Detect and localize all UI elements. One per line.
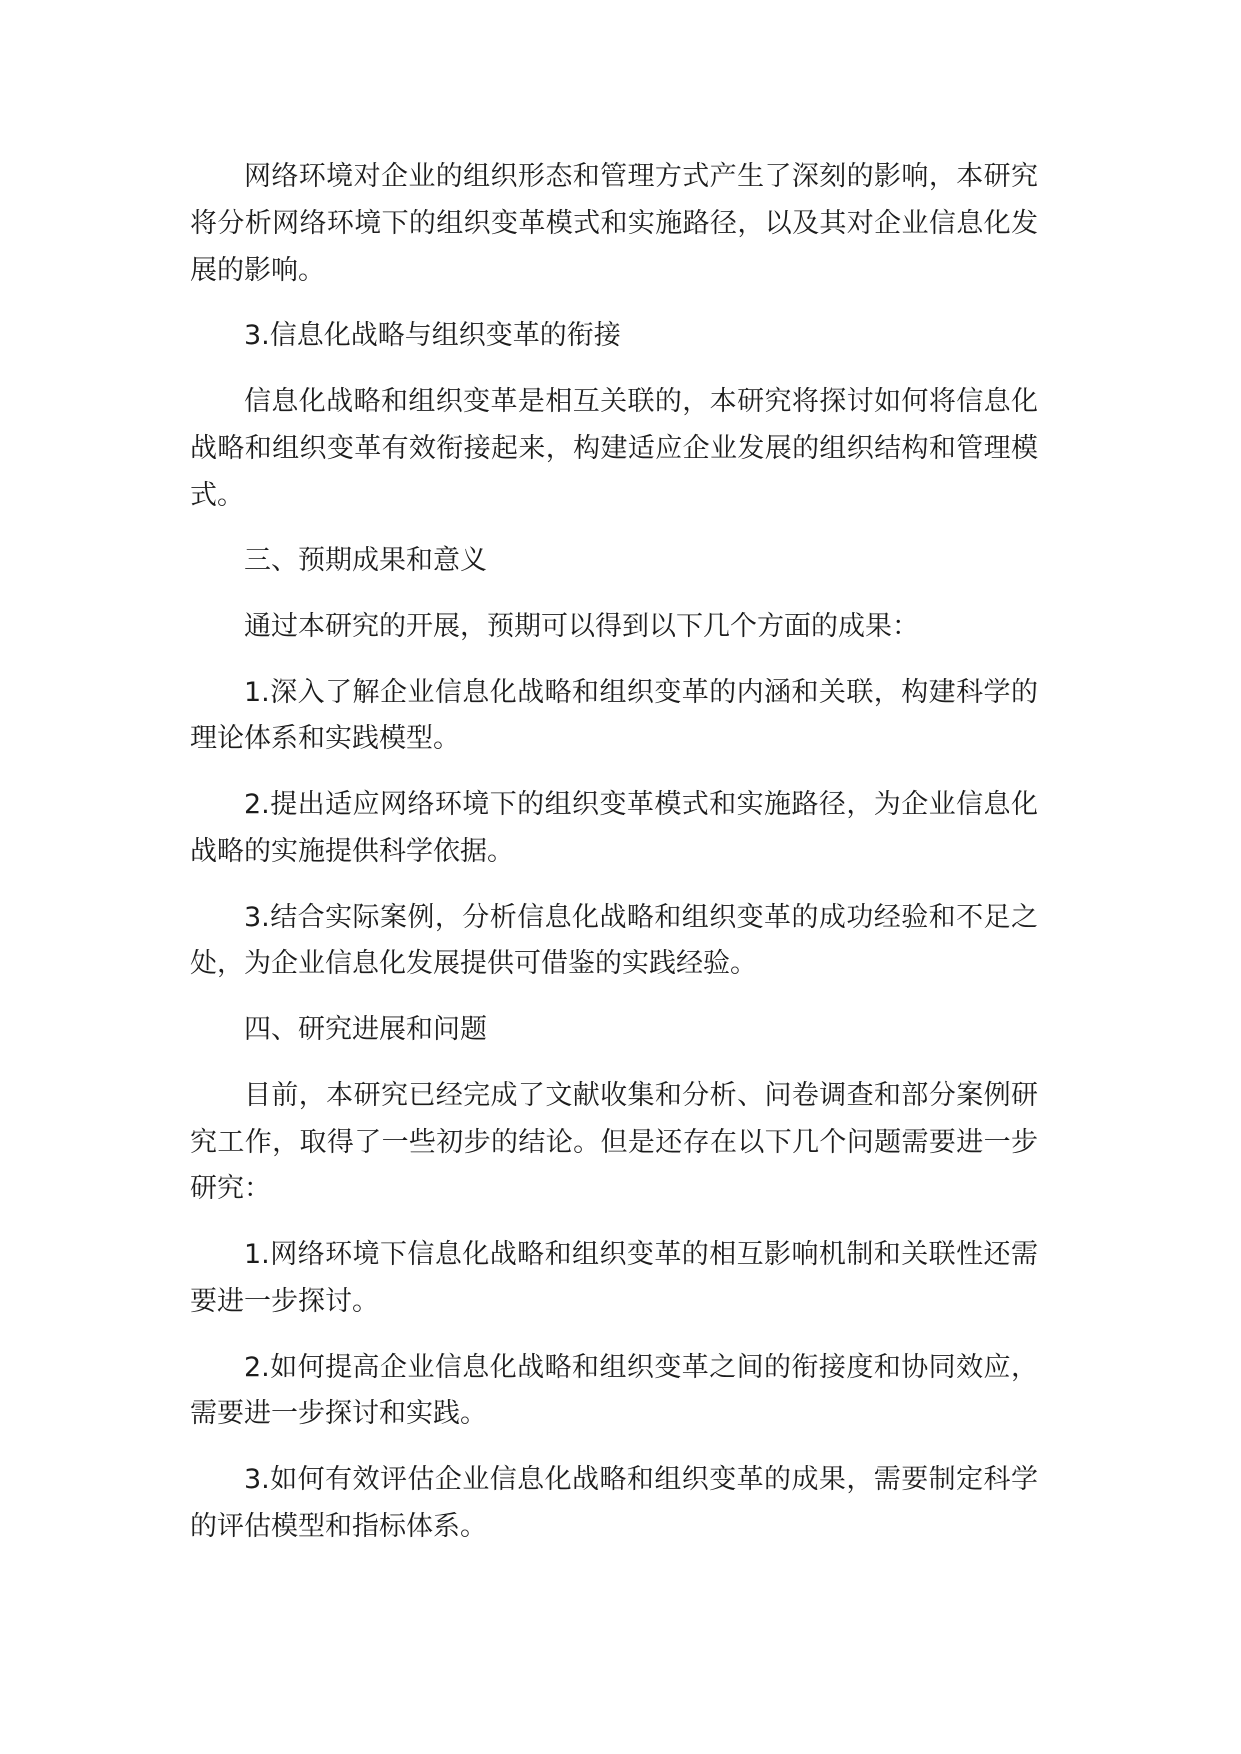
paragraph-line: 战略和组织变革有效衔接起来，构建适应企业发展的组织结构和管理模	[190, 432, 1038, 464]
paragraph	[190, 154, 1038, 294]
heading-line: 三、预期成果和意义	[244, 545, 487, 577]
paragraph	[190, 379, 1038, 519]
paragraph-line: 式。	[190, 479, 244, 511]
paragraph	[190, 604, 1038, 651]
paragraph-line: 目前，本研究已经完成了文献收集和分析、问卷调查和部分案例研	[244, 1079, 1038, 1111]
paragraph-line: 的评估模型和指标体系。	[190, 1510, 487, 1542]
paragraph-line: 通过本研究的开展，预期可以得到以下几个方面的成果：	[244, 610, 919, 642]
paragraph-line: 网络环境对企业的组织形态和管理方式产生了深刻的影响，本研究	[244, 161, 1038, 192]
paragraph-line: 3.如何有效评估企业信息化战略和组织变革的成果，需要制定科学	[244, 1464, 1038, 1496]
list-item	[190, 782, 1038, 876]
section-heading	[190, 313, 1038, 360]
paragraph-line: 1.深入了解企业信息化战略和组织变革的内涵和关联，构建科学的	[244, 676, 1038, 708]
section-heading	[190, 538, 1038, 585]
paragraph-line: 2.提出适应网络环境下的组织变革模式和实施路径，为企业信息化	[244, 789, 1038, 821]
list-item	[190, 1232, 1038, 1326]
paragraph-line: 将分析网络环境下的组织变革模式和实施路径，以及其对企业信息化发	[190, 207, 1038, 239]
paragraph-line: 战略的实施提供科学依据。	[190, 835, 514, 867]
paragraph-line: 要进一步探讨。	[190, 1285, 379, 1317]
section-heading	[190, 1007, 1038, 1054]
heading-line: 3.信息化战略与组织变革的衔接	[244, 320, 621, 352]
list-item	[190, 1457, 1038, 1551]
paragraph-line: 研究：	[190, 1173, 271, 1205]
paragraph-line: 2.如何提高企业信息化战略和组织变革之间的衔接度和协同效应，	[244, 1351, 1038, 1383]
paragraph-line: 处，为企业信息化发展提供可借鉴的实践经验。	[190, 948, 757, 980]
paragraph-line: 1.网络环境下信息化战略和组织变革的相互影响机制和关联性还需	[244, 1239, 1038, 1271]
paragraph	[190, 1073, 1038, 1213]
paragraph-line: 究工作，取得了一些初步的结论。但是还存在以下几个问题需要进一步	[190, 1126, 1038, 1158]
paragraph-line: 展的影响。	[190, 254, 325, 286]
list-item	[190, 670, 1038, 764]
paragraph-line: 理论体系和实践模型。	[190, 723, 460, 755]
heading-line: 四、研究进展和问题	[244, 1014, 487, 1046]
paragraph-line: 3.结合实际案例，分析信息化战略和组织变革的成功经验和不足之	[244, 901, 1038, 933]
list-item	[190, 895, 1038, 989]
paragraph-line: 信息化战略和组织变革是相互关联的，本研究将探讨如何将信息化	[244, 385, 1038, 417]
document-page	[190, 154, 1038, 1570]
paragraph-line: 需要进一步探讨和实践。	[190, 1398, 487, 1430]
list-item	[190, 1345, 1038, 1439]
